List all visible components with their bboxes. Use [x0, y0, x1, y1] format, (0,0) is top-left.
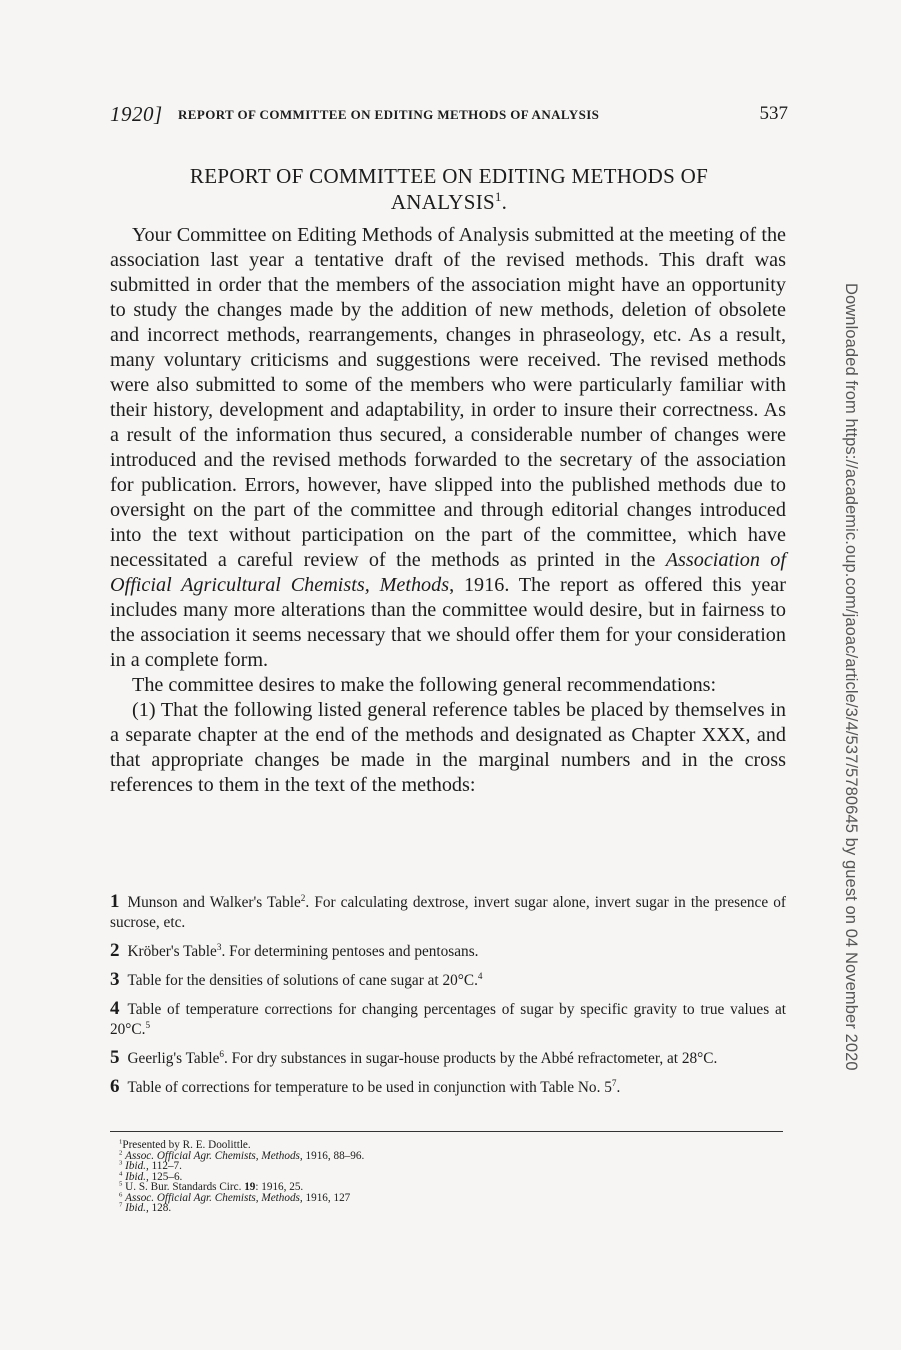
list-item-number: 4: [110, 998, 120, 1019]
footnote-volume: 19: [244, 1181, 256, 1193]
reference-table-list: [110, 892, 786, 1106]
footnote-mark: 7: [119, 1201, 123, 1209]
running-header: [110, 102, 788, 130]
footnote-text: U. S. Bur. Standards Circ.: [125, 1181, 245, 1193]
footnote-citation: Ibid.,: [125, 1170, 149, 1183]
list-item: [110, 941, 786, 962]
list-item-text: Munson and Walker's Table: [127, 894, 301, 911]
paragraph-intro-part2: , 1916. The report as offered this year includes many more alterations than the committee would desire, but in fairness to the association it seems necessary that we should offer them for your consideration in a complete form.: [110, 574, 786, 671]
footnote: [119, 1148, 619, 1162]
paragraph-intro: [110, 223, 786, 673]
footnote-rule: [110, 1131, 783, 1132]
list-item-footnote-mark: 2: [300, 892, 306, 903]
list-item: [110, 999, 786, 1040]
title-period: .: [501, 190, 508, 214]
list-item-footnote-mark: 5: [145, 1019, 151, 1030]
list-item-number: 6: [110, 1076, 120, 1097]
title-line-1: REPORT OF COMMITTEE ON EDITING METHODS OF: [189, 164, 709, 188]
footnote: [119, 1161, 619, 1172]
list-item-footnote-mark: 6: [219, 1048, 224, 1059]
list-item: [110, 1048, 786, 1069]
footnote-mark: 3: [119, 1159, 123, 1167]
list-item-footnote-mark: 7: [611, 1077, 617, 1088]
footnote-mark: 1: [119, 1138, 123, 1146]
footnote-mark: 4: [119, 1169, 123, 1177]
header-running-title: REPORT OF COMMITTEE ON EDITING METHODS OF ANALYSIS: [178, 107, 600, 122]
article-body: [110, 223, 786, 798]
footnote-citation: Assoc. Official Agr. Chemists, Methods,: [125, 1149, 303, 1162]
paragraph-intro-part1: Your Committee on Editing Methods of Analysis submitted at the meeting of the association last year a tentative draft of the revised methods. This draft was submitted in order that the members of the association might have an opportunity to study the changes made by the addition of new methods, deletion of obsolete and incorrect methods, rearrangements, changes in phraseology, etc. As a result, many voluntary criticisms and suggestions were received. The revised methods were also submitted to some of the members who were particularly familiar with their history, development and adaptability, in order to insure their correctness. As a result of the information thus secured, a considerable number of changes were introduced and the revised methods forwarded to the secretary of the association for publication. Errors, however, have slipped into the published methods due to oversight on the part of the committee and through editorial changes introduced into the text without participation on the part of the committee, which have necessitated a careful review of the methods as printed in the: [110, 224, 786, 571]
title-line-2: [110, 189, 788, 215]
footnote: [119, 1203, 619, 1214]
list-item-text: Table for the densities of solutions of cane sugar at 20°C.: [127, 972, 478, 989]
page-number: 537: [759, 103, 788, 124]
list-item-text: Table of corrections for temperature to be used in conjunction with Table No. 5: [127, 1079, 612, 1096]
list-item-number: 1: [110, 891, 120, 912]
download-watermark: Downloaded from https://academic.oup.com/jaoac/article/3/4/537/5780645 by guest on 04 November 2020: [842, 283, 860, 1071]
article-title: [110, 163, 788, 215]
footnote-text-continued: : 1916, 25.: [255, 1181, 304, 1193]
footnote-text: 128.: [148, 1202, 172, 1214]
paragraph-intro-citation: Association of Official Agricultural Chemists, Methods: [110, 549, 786, 596]
footnote-citation: Ibid.,: [125, 1202, 149, 1214]
footnote-text: 112–7.: [148, 1160, 182, 1172]
footnote-mark: 5: [119, 1180, 123, 1188]
list-item: [110, 970, 786, 991]
paragraph-recommendations: The committee desires to make the following general recommendations:: [132, 674, 717, 696]
list-item: [110, 892, 786, 933]
list-item-number: 2: [110, 940, 120, 961]
footnote-mark: 6: [119, 1190, 123, 1198]
list-item-number: 3: [110, 969, 120, 990]
footnotes: [119, 1140, 619, 1214]
list-item-text: Geerlig's Table: [127, 1050, 220, 1067]
list-item-text-continued: . For determining pentoses and pentosans.: [221, 943, 479, 960]
footnote-mark: 2: [119, 1148, 123, 1156]
list-item-text-continued: .: [616, 1079, 621, 1096]
footnote-text: 125–6.: [148, 1170, 183, 1183]
list-item-text-continued: . For calculating dextrose, invert sugar alone, invert sugar in the presence of sucrose, etc.: [110, 894, 786, 931]
list-item: [110, 1077, 786, 1098]
title-line-2-text: ANALYSIS: [390, 190, 495, 214]
list-item-footnote-mark: 3: [216, 941, 222, 952]
paragraph-recommendation-1: (1) That the following listed general reference tables be placed by themselves in a separate chapter at the end of the methods and designated as Chapter XXX, and that appropriate changes be made in the marginal numbers and in the cross references to them in the text of the methods:: [110, 699, 786, 796]
footnote-text: 1916, 127: [302, 1191, 351, 1204]
title-footnote-mark: 1: [494, 190, 502, 204]
footnote-citation: Assoc. Official Agr. Chemists, Methods,: [125, 1191, 303, 1204]
list-item-footnote-mark: 4: [477, 970, 483, 981]
footnote-text: Presented by R. E. Doolittle.: [122, 1139, 251, 1151]
list-item-text-continued: . For dry substances in sugar-house products by the Abbé refractometer, at 28°C.: [223, 1050, 718, 1067]
footnote: [119, 1190, 619, 1204]
header-year: 1920]: [110, 102, 163, 126]
list-item-text: Kröber's Table: [127, 943, 217, 960]
list-item-number: 5: [110, 1047, 120, 1068]
footnote-citation: Ibid.,: [125, 1160, 149, 1172]
footnote-text: 1916, 88–96.: [302, 1149, 365, 1162]
list-item-text: Table of temperature corrections for changing percentages of sugar by specific gravity to true values at 20°C.: [110, 1001, 786, 1038]
